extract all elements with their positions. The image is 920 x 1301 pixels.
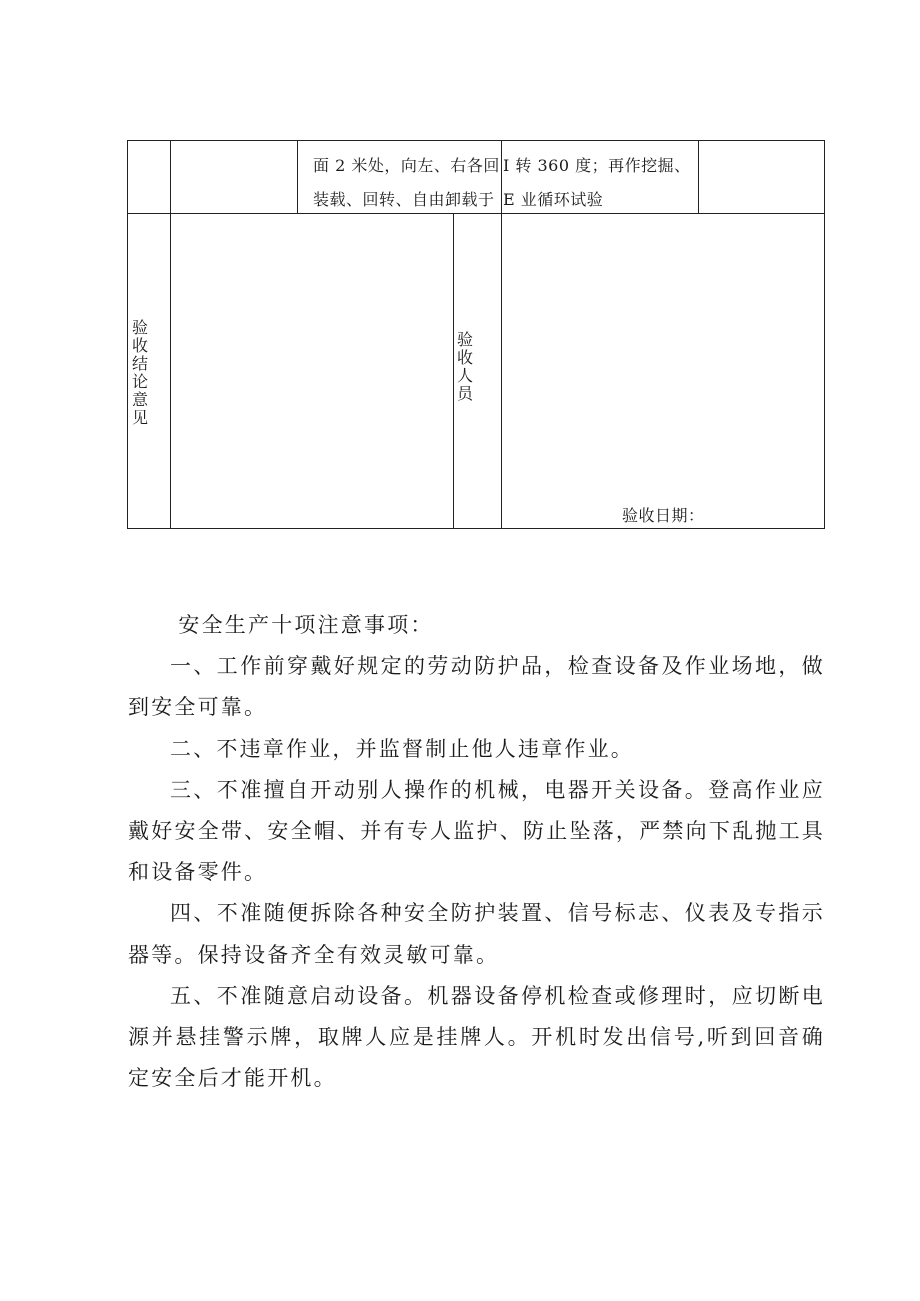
- acceptance-table: [0, 0, 920, 560]
- safety-note-item: 二、不违章作业，并监督制止他人违章作业。: [170, 736, 634, 761]
- safety-notes: [128, 605, 825, 1099]
- table-col-divider-4: [501, 140, 502, 529]
- acceptance-personnel-label: 验收人员: [456, 330, 473, 403]
- safety-note-item: 四、不准随便拆除各种安全防护装置、信号标志、仪表及专指示器等。保持设备齐全有效灵敏可靠。: [128, 901, 825, 967]
- table-col-divider-1: [170, 140, 171, 529]
- table-top-border: [127, 140, 825, 141]
- table-right-border: [824, 140, 825, 529]
- safety-notes-title: 安全生产十项注意事项：: [178, 613, 434, 637]
- table-col-divider-3: [453, 213, 454, 529]
- acceptance-date-label: 验收日期：: [622, 506, 705, 525]
- row1-col4-line2: E 业循环试验: [503, 190, 604, 209]
- table-row-divider: [127, 213, 825, 214]
- table-bottom-border: [127, 528, 825, 529]
- safety-note-item: 三、不准擅自开动别人操作的机械，电器开关设备。登高作业应戴好安全带、安全帽、并有专人监护、防止坠落，严禁向下乱抛工具和设备零件。: [128, 777, 825, 885]
- safety-note-item: 一、工作前穿戴好规定的劳动防护品，检查设备及作业场地，做到安全可靠。: [128, 654, 825, 720]
- conclusion-opinion-label: 验收结论意见: [131, 318, 148, 427]
- table-col-divider-5: [698, 140, 699, 214]
- row1-col3-line2: 装载、回转、自由卸载于: [313, 190, 495, 209]
- table-left-border: [127, 140, 128, 529]
- row1-col3-line1: 面 2 米处，向左、右各回: [313, 156, 500, 175]
- table-col-divider-2: [297, 140, 298, 214]
- row1-col4-line1: I 转 360 度；再作挖掘、: [503, 156, 691, 175]
- safety-note-item: 五、不准随意启动设备。机器设备停机检查或修理时，应切断电源并悬挂警示牌，取牌人应是挂牌人。开机时发出信号,听到回音确定安全后才能开机。: [128, 983, 825, 1091]
